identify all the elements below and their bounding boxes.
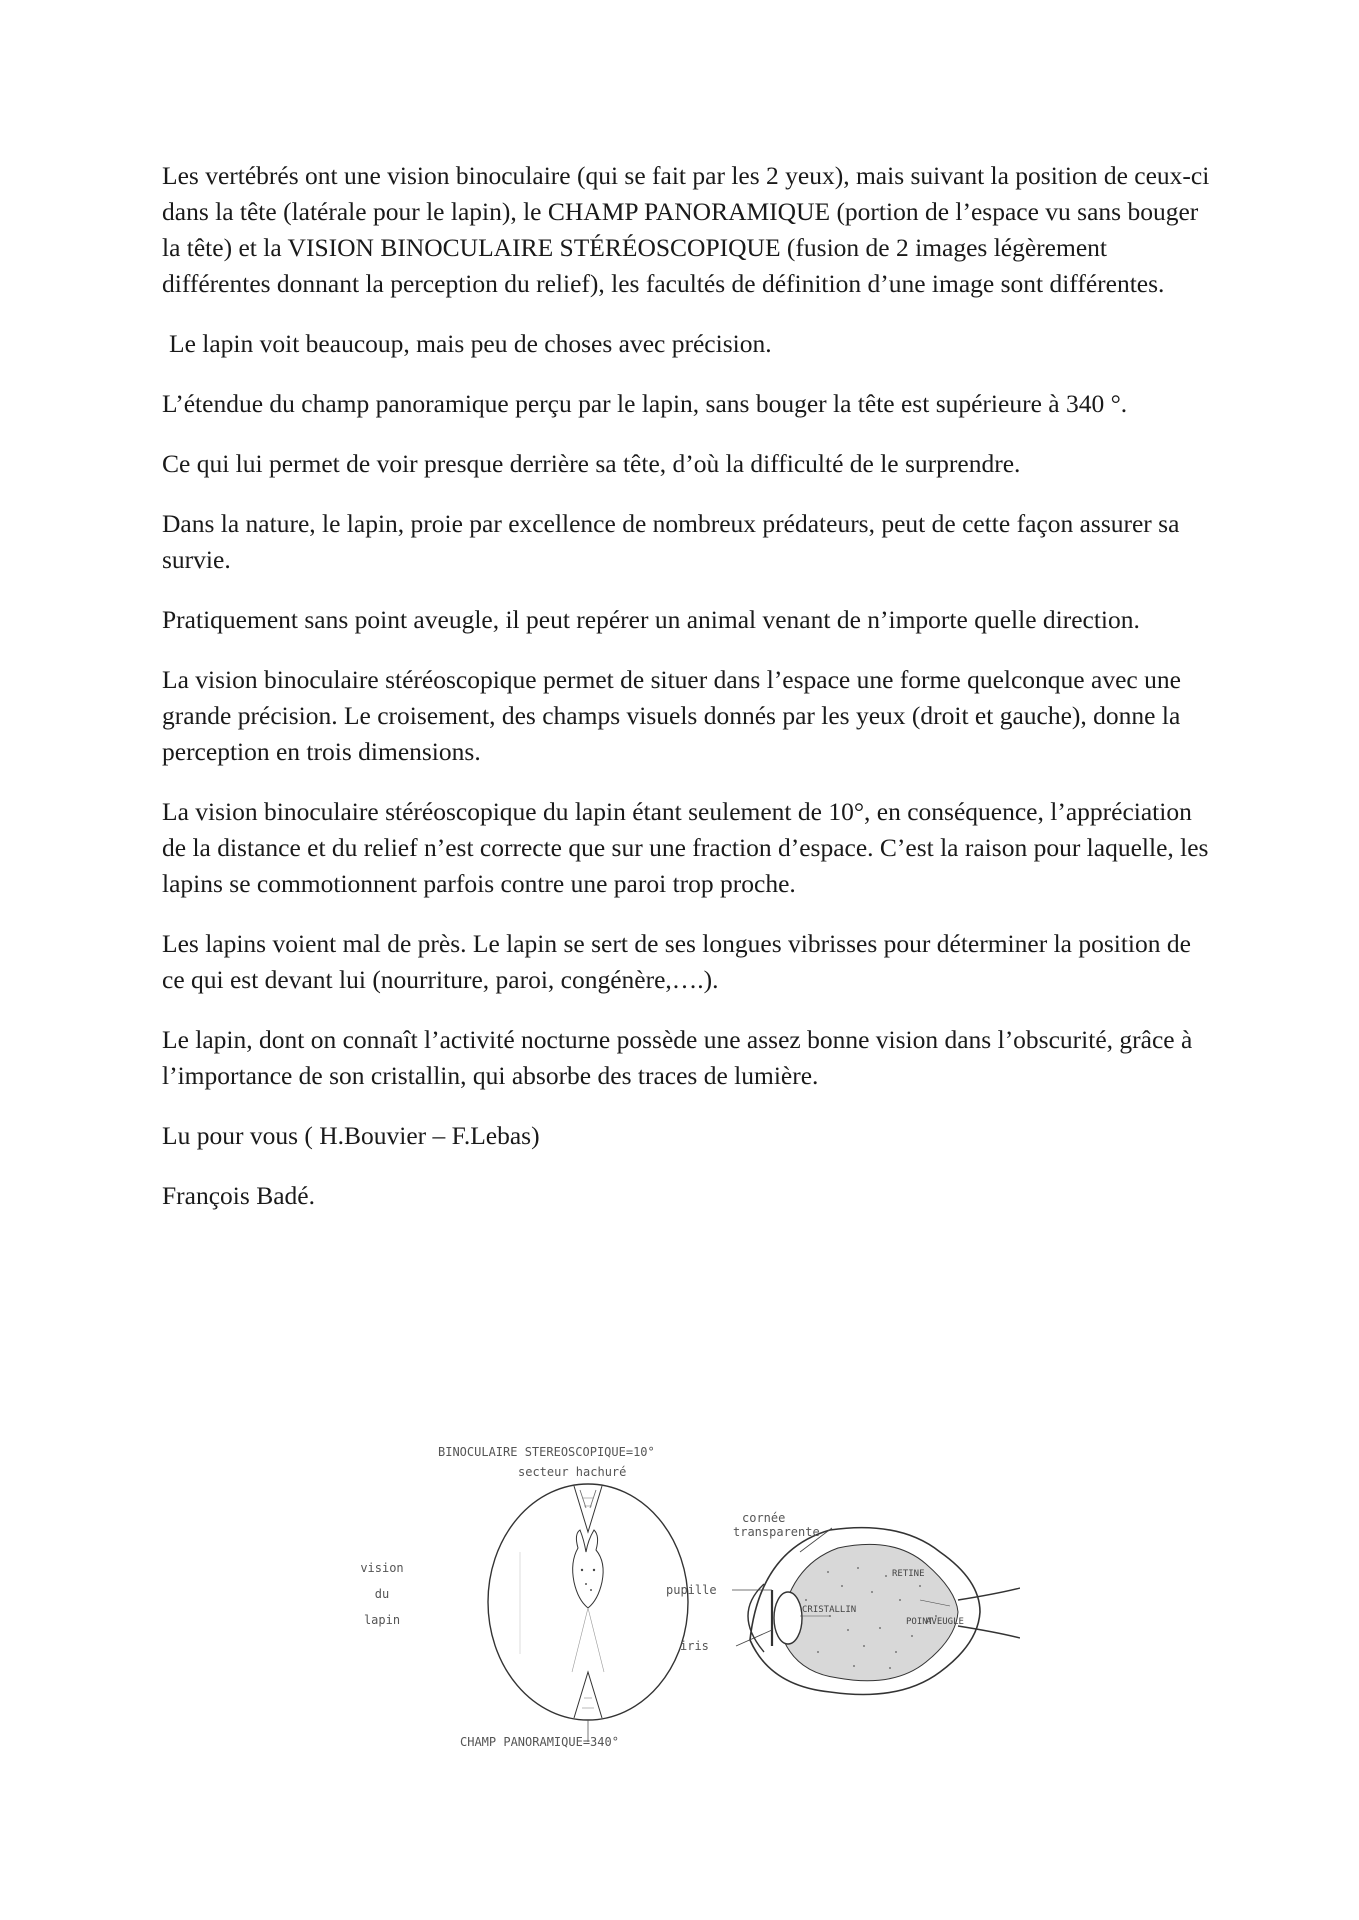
vision-label-line-3: lapin bbox=[363, 1613, 401, 1627]
paragraph-ten-degrees: La vision binoculaire stéréoscopique du lapin étant seulement de 10°, en conséquence, l’appréciation de la distance et du relief n’est correcte que sur une fraction d’espace. C’est la raison pour laquelle, les lapins se commotionnent parfois contre une paroi trop proche. bbox=[162, 797, 1209, 898]
iris-label: iris bbox=[680, 1639, 709, 1653]
rabbit-vision-figure bbox=[360, 1440, 1020, 1750]
credit-line: Lu pour vous ( H.Bouvier – F.Lebas) bbox=[162, 1121, 540, 1150]
cornea-label-line-1: cornée bbox=[742, 1511, 786, 1525]
vision-label-line-1: vision bbox=[360, 1561, 404, 1575]
lens-label: CRISTALLIN bbox=[802, 1605, 857, 1615]
author-signature: François Badé. bbox=[162, 1181, 315, 1210]
paragraph-night-vision: Le lapin, dont on connaît l’activité nocturne possède une assez bonne vision dans l’obscurité, grâce à l’importance de son cristallin, qui absorbe des traces de lumière. bbox=[162, 1025, 1193, 1090]
retina-label: RETINE bbox=[892, 1569, 925, 1579]
paragraph-blind-spot: Pratiquement sans point aveugle, il peut repérer un animal venant de n’importe quelle direction. bbox=[162, 605, 1140, 634]
cornea-label-line-2: transparente bbox=[733, 1525, 820, 1539]
document-body bbox=[162, 158, 1212, 1238]
pupil-label: pupille bbox=[666, 1583, 717, 1597]
field-of-view-circle bbox=[488, 1484, 688, 1742]
panoramic-field-label: CHAMP PANORAMIQUE=340° bbox=[460, 1735, 619, 1749]
paragraph-intro: Les vertébrés ont une vision binoculaire (qui se fait par les 2 yeux), mais suivant la position de ceux-ci dans la tête (latérale pour le lapin), le CHAMP PANORAMIQUE (portion de l’espace vu sans bouger la tête) et la VISION BINOCULAIRE STÉRÉOSCOPIQUE (fusion de 2 images légèrement différentes donnant la perception du relief), les facultés de définition d’une image sont différentes. bbox=[162, 161, 1210, 298]
blind-spot-label-line-2: AVEUGLE bbox=[926, 1617, 964, 1627]
hatched-sector-label: secteur hachuré bbox=[518, 1465, 627, 1479]
paragraph-sees-much: Le lapin voit beaucoup, mais peu de choses avec précision. bbox=[169, 329, 772, 358]
vision-label-line-2: du bbox=[374, 1587, 390, 1601]
paragraph-behind-head: Ce qui lui permet de voir presque derrière sa tête, d’où la difficulté de le surprendre. bbox=[162, 449, 1021, 478]
binocular-label: BINOCULAIRE STEREOSCOPIQUE=10° bbox=[438, 1445, 655, 1459]
rabbit-vision-diagram bbox=[360, 1440, 1020, 1750]
paragraph-survival: Dans la nature, le lapin, proie par excellence de nombreux prédateurs, peut de cette façon assurer sa survie. bbox=[162, 509, 1180, 574]
paragraph-stereoscopic: La vision binoculaire stéréoscopique permet de situer dans l’espace une forme quelconque avec une grande précision. Le croisement, des champs visuels donnés par les yeux (droit et gauche), donne la perception en trois dimensions. bbox=[162, 665, 1181, 766]
paragraph-panoramic-extent: L’étendue du champ panoramique perçu par le lapin, sans bouger la tête est supérieure à 340 °. bbox=[162, 389, 1128, 418]
paragraph-near-vision: Les lapins voient mal de près. Le lapin se sert de ses longues vibrisses pour déterminer la position de ce qui est devant lui (nourriture, paroi, congénère,….). bbox=[162, 929, 1191, 994]
eye-cross-section bbox=[732, 1528, 1020, 1695]
blind-spot-label-line-1: POINT bbox=[906, 1617, 934, 1627]
